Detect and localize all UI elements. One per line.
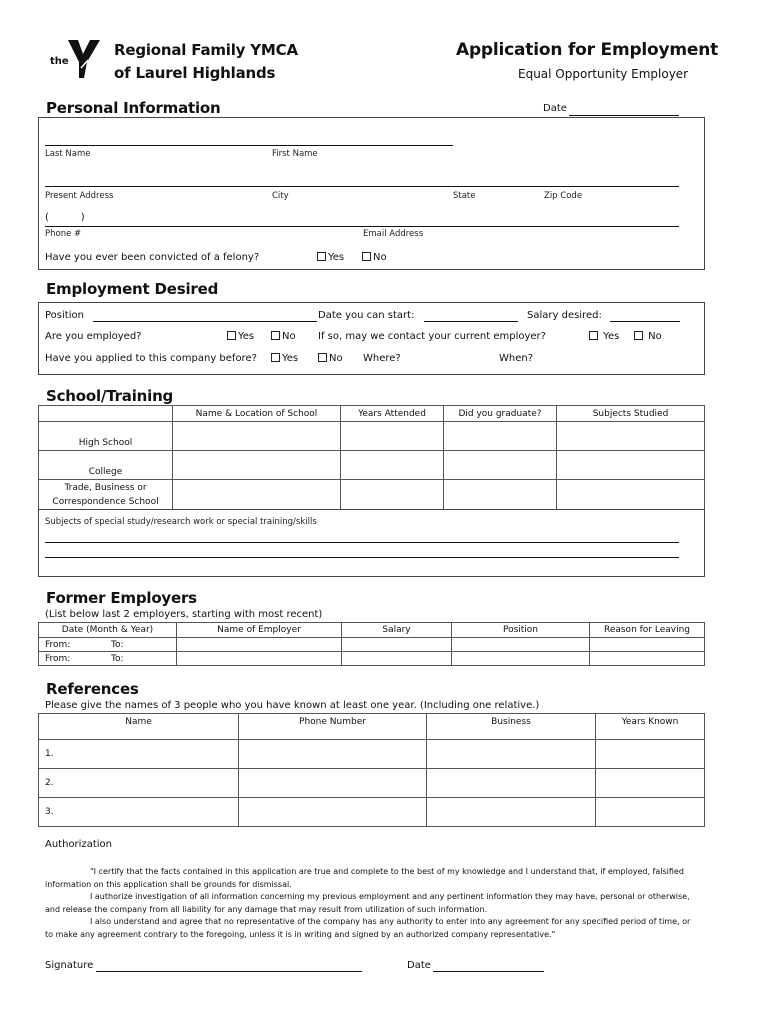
school-cell[interactable]: [341, 422, 444, 451]
where-label: Where?: [363, 353, 401, 364]
email-label: Email Address: [363, 229, 424, 239]
name-field-line[interactable]: [45, 145, 453, 146]
ref-cell[interactable]: [239, 740, 427, 769]
school-cell[interactable]: [557, 422, 705, 451]
school-table: [38, 405, 705, 510]
school-cell[interactable]: [444, 480, 557, 510]
ref-col-business: Business: [427, 714, 596, 740]
position-field[interactable]: [93, 321, 317, 322]
ref-row-number: 3.: [39, 798, 239, 827]
school-cell[interactable]: [173, 480, 341, 510]
checkbox-icon[interactable]: [227, 331, 236, 340]
felony-question: Have you ever been convicted of a felony?: [45, 252, 260, 263]
school-row-label: College: [39, 451, 173, 480]
school-col-name: Name & Location of School: [173, 406, 341, 422]
checkbox-icon[interactable]: [634, 331, 643, 340]
former-cell[interactable]: [452, 652, 590, 666]
former-date-cell[interactable]: From: To:: [39, 638, 177, 652]
checkbox-icon[interactable]: [271, 331, 280, 340]
employed-yes-option[interactable]: Yes: [227, 331, 254, 342]
checkbox-icon[interactable]: [589, 331, 598, 340]
signature-date-field[interactable]: [433, 971, 544, 972]
ref-cell[interactable]: [427, 740, 596, 769]
former-employers-note: (List below last 2 employers, starting with most recent): [45, 609, 323, 620]
checkbox-icon[interactable]: [318, 353, 327, 362]
present-address-label: Present Address: [45, 191, 114, 201]
ymca-logo: [48, 38, 104, 80]
checkbox-icon[interactable]: [362, 252, 371, 261]
ref-cell[interactable]: [596, 769, 705, 798]
contact-employer-question: If so, may we contact your current employer?: [318, 331, 546, 342]
former-col-employer: Name of Employer: [177, 623, 342, 638]
school-col-years: Years Attended: [341, 406, 444, 422]
references-table: [38, 713, 705, 827]
form-subtitle: Equal Opportunity Employer: [518, 67, 689, 81]
former-date-cell[interactable]: From: To:: [39, 652, 177, 666]
ref-cell[interactable]: [427, 798, 596, 827]
phone-email-field-line[interactable]: [45, 226, 679, 227]
school-row-label: Trade, Business or Correspondence School: [39, 480, 173, 510]
school-cell[interactable]: [557, 480, 705, 510]
former-cell[interactable]: [342, 652, 452, 666]
ref-row-number: 2.: [39, 769, 239, 798]
former-employers-heading: Former Employers: [46, 589, 197, 607]
authorization-paragraph-2: I authorize investigation of all information concerning my previous employment and any pertinent information they may have, personal or otherwise, and release the company from all liability for any damage that may result from utilization of such information.: [45, 892, 690, 914]
applied-no-option[interactable]: No: [318, 353, 343, 364]
former-col-reason: Reason for Leaving: [590, 623, 705, 638]
checkbox-icon[interactable]: [271, 353, 280, 362]
authorization-paragraph-3: I also understand and agree that no representative of the company has any authority to enter into any agreement for any specified period of time, or to make any agreement contrary to the foregoing, unless it is in writing and signed by an authorized company representative.": [45, 917, 691, 939]
salary-desired-label: Salary desired:: [527, 310, 602, 321]
ref-col-name: Name: [39, 714, 239, 740]
state-label: State: [453, 191, 476, 201]
salary-desired-field[interactable]: [610, 321, 680, 322]
former-cell[interactable]: [177, 638, 342, 652]
logo-the-text: the: [50, 56, 69, 67]
ref-cell[interactable]: [596, 798, 705, 827]
signature-field[interactable]: [96, 971, 362, 972]
school-col-blank: [39, 406, 173, 422]
authorization-paragraph-1: "I certify that the facts contained in this application are true and complete to the best of my knowledge and I understand that, if employed, falsified information on this application shall be grounds for dismissal.: [45, 867, 684, 889]
position-label: Position: [45, 310, 84, 321]
school-col-subjects: Subjects Studied: [557, 406, 705, 422]
ref-cell[interactable]: [239, 769, 427, 798]
former-cell[interactable]: [342, 638, 452, 652]
start-date-field[interactable]: [424, 321, 518, 322]
org-name-line2: of Laurel Highlands: [114, 64, 276, 82]
school-training-heading: School/Training: [46, 387, 174, 405]
start-date-label: Date you can start:: [318, 310, 415, 321]
ref-col-years: Years Known: [596, 714, 705, 740]
personal-info-box: [38, 117, 705, 270]
address-field-line[interactable]: [45, 186, 679, 187]
contact-no-option[interactable]: No: [634, 331, 662, 342]
signature-date-label: Date: [407, 960, 431, 971]
ref-cell[interactable]: [427, 769, 596, 798]
ref-col-phone: Phone Number: [239, 714, 427, 740]
school-cell[interactable]: [341, 480, 444, 510]
signature-label: Signature: [45, 960, 94, 971]
applied-before-question: Have you applied to this company before?: [45, 353, 257, 364]
special-skills-label: Subjects of special study/research work or special training/skills: [45, 517, 317, 527]
zip-code-label: Zip Code: [544, 191, 583, 201]
employed-no-option[interactable]: No: [271, 331, 296, 342]
org-name-line1: Regional Family YMCA: [114, 41, 298, 59]
special-skills-line-1[interactable]: [45, 542, 679, 543]
phone-area-code: ( ): [45, 212, 85, 223]
felony-no-option[interactable]: No: [362, 252, 387, 263]
contact-yes-option[interactable]: Yes: [589, 331, 619, 342]
former-col-position: Position: [452, 623, 590, 638]
personal-date-field[interactable]: [569, 115, 679, 116]
ref-cell[interactable]: [596, 740, 705, 769]
school-cell[interactable]: [173, 451, 341, 480]
references-note: Please give the names of 3 people who you have known at least one year. (Including one relative.): [45, 700, 540, 711]
former-employers-table: [38, 622, 705, 666]
phone-label: Phone #: [45, 229, 82, 239]
last-name-label: Last Name: [45, 149, 91, 159]
form-title: Application for Employment: [456, 40, 719, 60]
ref-row-number: 1.: [39, 740, 239, 769]
former-col-date: Date (Month & Year): [39, 623, 177, 638]
personal-info-heading: Personal Information: [46, 99, 221, 117]
former-cell[interactable]: [590, 638, 705, 652]
first-name-label: First Name: [272, 149, 318, 159]
employed-question: Are you employed?: [45, 331, 142, 342]
school-cell[interactable]: [341, 451, 444, 480]
school-cell[interactable]: [173, 422, 341, 451]
school-col-graduate: Did you graduate?: [444, 406, 557, 422]
former-cell[interactable]: [177, 652, 342, 666]
school-cell[interactable]: [557, 451, 705, 480]
checkbox-icon[interactable]: [317, 252, 326, 261]
ref-cell[interactable]: [239, 798, 427, 827]
references-heading: References: [46, 680, 139, 698]
school-row-label: High School: [39, 422, 173, 451]
special-skills-line-2[interactable]: [45, 557, 679, 558]
former-cell[interactable]: [452, 638, 590, 652]
former-cell[interactable]: [590, 652, 705, 666]
felony-yes-option[interactable]: Yes: [317, 252, 344, 263]
when-label: When?: [499, 353, 534, 364]
employment-desired-heading: Employment Desired: [46, 280, 219, 298]
former-col-salary: Salary: [342, 623, 452, 638]
personal-date-label: Date: [543, 103, 567, 114]
applied-yes-option[interactable]: Yes: [271, 353, 298, 364]
city-label: City: [272, 191, 289, 201]
authorization-heading: Authorization: [45, 839, 112, 850]
school-cell[interactable]: [444, 422, 557, 451]
school-cell[interactable]: [444, 451, 557, 480]
